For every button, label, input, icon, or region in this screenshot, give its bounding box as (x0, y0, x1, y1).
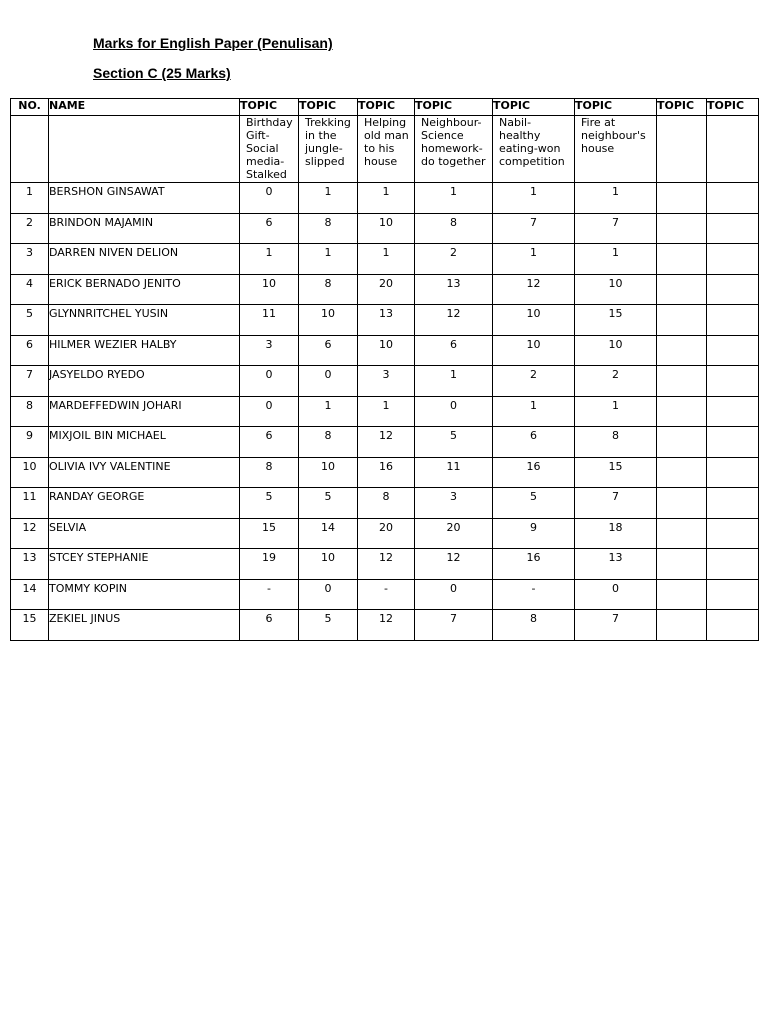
student-name: BRINDON MAJAMIN (49, 213, 240, 244)
mark-topic-1: 0 (240, 183, 299, 214)
topic-description-text: Nabil- healthy eating-won competition (499, 116, 565, 168)
mark-topic-1: 6 (240, 427, 299, 458)
mark-topic-4: 7 (415, 610, 493, 641)
mark-topic-2: 0 (299, 366, 358, 397)
mark-topic-4: 6 (415, 335, 493, 366)
mark-topic-2: 5 (299, 610, 358, 641)
mark-topic-3: 20 (358, 518, 415, 549)
student-number: 14 (11, 579, 49, 610)
student-number: 8 (11, 396, 49, 427)
mark-topic-3: 12 (358, 549, 415, 580)
mark-topic-2: 8 (299, 213, 358, 244)
mark-topic-4: 8 (415, 213, 493, 244)
header-name: NAME (49, 99, 240, 116)
mark-topic-6: 1 (575, 183, 657, 214)
student-name: SELVIA (49, 518, 240, 549)
table-row (11, 305, 759, 336)
mark-topic-7 (657, 213, 707, 244)
mark-topic-1: 15 (240, 518, 299, 549)
mark-topic-8 (707, 396, 759, 427)
mark-topic-7 (657, 457, 707, 488)
mark-topic-8 (707, 335, 759, 366)
mark-topic-2: 5 (299, 488, 358, 519)
mark-topic-6: 7 (575, 610, 657, 641)
mark-topic-2: 8 (299, 274, 358, 305)
mark-topic-4: 11 (415, 457, 493, 488)
mark-topic-1: 19 (240, 549, 299, 580)
mark-topic-1: 0 (240, 396, 299, 427)
mark-topic-4: 5 (415, 427, 493, 458)
mark-topic-8 (707, 274, 759, 305)
mark-topic-8 (707, 457, 759, 488)
topic-description-text: Fire at neighbour's house (581, 116, 646, 155)
mark-topic-5: 1 (493, 183, 575, 214)
table-row (11, 549, 759, 580)
table-row (11, 213, 759, 244)
mark-topic-1: 0 (240, 366, 299, 397)
mark-topic-3: - (358, 579, 415, 610)
mark-topic-4: 1 (415, 366, 493, 397)
header-topic-1: TOPIC (240, 99, 299, 116)
mark-topic-8 (707, 305, 759, 336)
student-name: OLIVIA IVY VALENTINE (49, 457, 240, 488)
mark-topic-6: 7 (575, 488, 657, 519)
table-row (11, 427, 759, 458)
student-name: DARREN NIVEN DELION (49, 244, 240, 275)
topic-description-row (11, 116, 759, 183)
topic-description-text: Birthday Gift- Social media- Stalked (246, 116, 293, 181)
student-name: JASYELDO RYEDO (49, 366, 240, 397)
topic-description-1 (240, 116, 299, 183)
table-row (11, 244, 759, 275)
mark-topic-7 (657, 518, 707, 549)
topic-description-text: Helping old man to his house (364, 116, 409, 168)
table-row (11, 579, 759, 610)
table-row (11, 274, 759, 305)
student-name: HILMER WEZIER HALBY (49, 335, 240, 366)
mark-topic-4: 0 (415, 396, 493, 427)
document-title: Marks for English Paper (Penulisan) (93, 35, 333, 51)
mark-topic-1: 1 (240, 244, 299, 275)
student-name: ERICK BERNADO JENITO (49, 274, 240, 305)
mark-topic-5: 5 (493, 488, 575, 519)
mark-topic-4: 1 (415, 183, 493, 214)
mark-topic-8 (707, 366, 759, 397)
topic-description-text: Neighbour- Science homework- do together (421, 116, 486, 168)
mark-topic-6: 1 (575, 396, 657, 427)
student-number: 7 (11, 366, 49, 397)
mark-topic-3: 1 (358, 244, 415, 275)
mark-topic-2: 0 (299, 579, 358, 610)
student-number: 5 (11, 305, 49, 336)
mark-topic-5: 8 (493, 610, 575, 641)
mark-topic-2: 10 (299, 305, 358, 336)
mark-topic-3: 20 (358, 274, 415, 305)
header-topic-5: TOPIC (493, 99, 575, 116)
student-number: 10 (11, 457, 49, 488)
mark-topic-5: 1 (493, 244, 575, 275)
student-number: 4 (11, 274, 49, 305)
mark-topic-3: 13 (358, 305, 415, 336)
mark-topic-1: - (240, 579, 299, 610)
mark-topic-4: 20 (415, 518, 493, 549)
mark-topic-3: 8 (358, 488, 415, 519)
header-topic-4: TOPIC (415, 99, 493, 116)
student-name: BERSHON GINSAWAT (49, 183, 240, 214)
mark-topic-7 (657, 427, 707, 458)
mark-topic-7 (657, 244, 707, 275)
table-row (11, 610, 759, 641)
student-number: 11 (11, 488, 49, 519)
student-name: MARDEFFEDWIN JOHARI (49, 396, 240, 427)
mark-topic-4: 13 (415, 274, 493, 305)
student-number: 1 (11, 183, 49, 214)
mark-topic-6: 18 (575, 518, 657, 549)
mark-topic-8 (707, 213, 759, 244)
table-row (11, 457, 759, 488)
topic-description-7 (657, 116, 707, 183)
mark-topic-7 (657, 274, 707, 305)
mark-topic-7 (657, 549, 707, 580)
mark-topic-3: 3 (358, 366, 415, 397)
mark-topic-6: 1 (575, 244, 657, 275)
desc-no-blank (11, 116, 49, 183)
mark-topic-1: 11 (240, 305, 299, 336)
mark-topic-5: 1 (493, 396, 575, 427)
mark-topic-1: 6 (240, 213, 299, 244)
mark-topic-6: 15 (575, 457, 657, 488)
student-number: 15 (11, 610, 49, 641)
mark-topic-8 (707, 579, 759, 610)
mark-topic-5: 2 (493, 366, 575, 397)
mark-topic-5: 16 (493, 549, 575, 580)
mark-topic-6: 8 (575, 427, 657, 458)
student-name: ZEKIEL JINUS (49, 610, 240, 641)
mark-topic-2: 10 (299, 457, 358, 488)
mark-topic-4: 12 (415, 549, 493, 580)
mark-topic-1: 10 (240, 274, 299, 305)
student-name: MIXJOIL BIN MICHAEL (49, 427, 240, 458)
mark-topic-2: 1 (299, 244, 358, 275)
mark-topic-8 (707, 244, 759, 275)
mark-topic-8 (707, 549, 759, 580)
mark-topic-3: 1 (358, 183, 415, 214)
mark-topic-2: 1 (299, 183, 358, 214)
student-number: 13 (11, 549, 49, 580)
header-topic-7: TOPIC (657, 99, 707, 116)
student-number: 6 (11, 335, 49, 366)
mark-topic-3: 10 (358, 335, 415, 366)
table-row (11, 366, 759, 397)
mark-topic-5: - (493, 579, 575, 610)
section-title: Section C (25 Marks) (93, 65, 231, 81)
mark-topic-7 (657, 305, 707, 336)
mark-topic-2: 10 (299, 549, 358, 580)
mark-topic-1: 3 (240, 335, 299, 366)
mark-topic-5: 12 (493, 274, 575, 305)
mark-topic-5: 10 (493, 335, 575, 366)
header-topic-2: TOPIC (299, 99, 358, 116)
table-row (11, 488, 759, 519)
mark-topic-3: 1 (358, 396, 415, 427)
mark-topic-7 (657, 488, 707, 519)
mark-topic-2: 1 (299, 396, 358, 427)
mark-topic-3: 12 (358, 610, 415, 641)
desc-name-blank (49, 116, 240, 183)
topic-description-3 (358, 116, 415, 183)
mark-topic-6: 15 (575, 305, 657, 336)
topic-description-text: Trekking in the jungle- slipped (305, 116, 351, 168)
mark-topic-6: 7 (575, 213, 657, 244)
mark-topic-2: 6 (299, 335, 358, 366)
mark-topic-7 (657, 335, 707, 366)
mark-topic-7 (657, 366, 707, 397)
student-number: 3 (11, 244, 49, 275)
header-row (11, 99, 759, 116)
marks-table-body (11, 183, 759, 641)
mark-topic-1: 8 (240, 457, 299, 488)
mark-topic-8 (707, 488, 759, 519)
mark-topic-8 (707, 427, 759, 458)
table-row (11, 396, 759, 427)
mark-topic-4: 0 (415, 579, 493, 610)
mark-topic-3: 10 (358, 213, 415, 244)
topic-description-6 (575, 116, 657, 183)
mark-topic-7 (657, 610, 707, 641)
student-number: 2 (11, 213, 49, 244)
marks-table (10, 98, 759, 641)
mark-topic-8 (707, 183, 759, 214)
table-row (11, 518, 759, 549)
student-name: GLYNNRITCHEL YUSIN (49, 305, 240, 336)
topic-description-4 (415, 116, 493, 183)
student-name: RANDAY GEORGE (49, 488, 240, 519)
mark-topic-6: 10 (575, 335, 657, 366)
mark-topic-5: 7 (493, 213, 575, 244)
header-no: NO. (11, 99, 49, 116)
student-number: 12 (11, 518, 49, 549)
mark-topic-4: 12 (415, 305, 493, 336)
header-topic-8: TOPIC (707, 99, 759, 116)
header-topic-3: TOPIC (358, 99, 415, 116)
mark-topic-4: 2 (415, 244, 493, 275)
mark-topic-7 (657, 183, 707, 214)
topic-description-2 (299, 116, 358, 183)
topic-description-5 (493, 116, 575, 183)
table-row (11, 335, 759, 366)
mark-topic-6: 13 (575, 549, 657, 580)
mark-topic-4: 3 (415, 488, 493, 519)
mark-topic-7 (657, 396, 707, 427)
mark-topic-6: 10 (575, 274, 657, 305)
student-name: TOMMY KOPIN (49, 579, 240, 610)
student-name: STCEY STEPHANIE (49, 549, 240, 580)
mark-topic-3: 16 (358, 457, 415, 488)
mark-topic-2: 8 (299, 427, 358, 458)
mark-topic-6: 2 (575, 366, 657, 397)
mark-topic-8 (707, 610, 759, 641)
mark-topic-5: 16 (493, 457, 575, 488)
mark-topic-1: 5 (240, 488, 299, 519)
mark-topic-7 (657, 579, 707, 610)
header-topic-6: TOPIC (575, 99, 657, 116)
mark-topic-5: 6 (493, 427, 575, 458)
table-row (11, 183, 759, 214)
mark-topic-2: 14 (299, 518, 358, 549)
mark-topic-5: 9 (493, 518, 575, 549)
mark-topic-3: 12 (358, 427, 415, 458)
mark-topic-6: 0 (575, 579, 657, 610)
topic-description-8 (707, 116, 759, 183)
student-number: 9 (11, 427, 49, 458)
mark-topic-5: 10 (493, 305, 575, 336)
mark-topic-1: 6 (240, 610, 299, 641)
mark-topic-8 (707, 518, 759, 549)
